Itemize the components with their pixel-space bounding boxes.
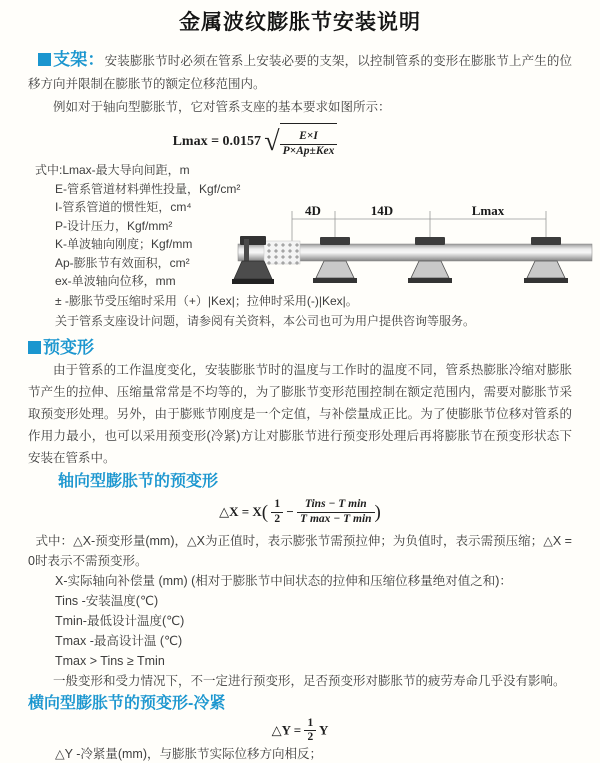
axial-formula-explanation: 式中：△X-预变形量(mm)，△X为正值时，表示膨张节需预拉伸；为负值时，表示需预压缩；△X = 0时表示不需预变形。 [28, 533, 572, 568]
def-line: E-管系管道材料弹性投量，Kgf/cm² [55, 181, 241, 196]
formula2-half-den: 2 [274, 513, 281, 526]
def-line: 式中:Lmax-最大导向间距，m [35, 163, 190, 177]
pipe-support-diagram [238, 198, 592, 298]
def-line-plusminus: ± -膨胀节受压缩时采用（+）|Kex|；拉伸时采用(-)|Kex|。 [55, 293, 358, 308]
axial-definitions [28, 571, 572, 671]
close-paren: ) [374, 501, 381, 523]
def-line: Ap-膨胀节有效面积，cm² [55, 255, 190, 270]
radical-icon: √ [264, 126, 280, 158]
def-line: Tmax -最高设计温 (℃) [55, 633, 183, 648]
def-line: Tmax > Tins ≥ Tmin [55, 653, 165, 668]
lateral-predeform-heading: 横向型膨胀节的预变形-冷紧 [28, 694, 226, 712]
def-line: X-实际轴向补偿量 (mm) (相对于膨胀节中间状态的拉伸和压缩位移量绝对值之和)： [55, 573, 512, 588]
minus-sign: − [286, 503, 294, 519]
support-example-text: 例如对于轴向型膨胀节，它对管系支座的基本要求如图所示： [53, 100, 391, 114]
predeform-heading: 预变形 [28, 336, 572, 359]
dim-label-4d: 4D [305, 203, 321, 218]
open-paren: ( [261, 501, 269, 523]
lateral-predeform-formula [28, 717, 572, 743]
def-line: K-单波轴向刚度；Kgf/mm [55, 237, 193, 251]
bellows-expansion-joint [264, 241, 300, 264]
section-square-icon [38, 53, 51, 66]
formula2-denominator: T max − T min [300, 513, 372, 526]
axial-predeform-formula [28, 495, 572, 529]
section-square-icon [28, 341, 41, 354]
pipe-diagram-svg [238, 198, 592, 298]
predeform-body-text: 由于管系的工作温度变化，安装膨胀节时的温度与工作时的温度不同，管系热膨胀冷缩对膨胀节产生的拉伸、压缩量常常是不均等的，为了膨胀节变形范围控制在额定范围内，需要对膨胀节采取预变形处理。另外，由于膨账节刚度是一个定值，与补偿量成正比。为了使膨胀节位移对管系的作用力最小，也可以采用预变形(冷紧)方让对膨胀节进行预变形处理后再将膨胀节在预变形状态下安装在管系中。 [28, 362, 572, 465]
support-heading: 支架： [38, 50, 105, 69]
support-intro-text: 安装膨胀节时必须在管系上安装必要的支架，以控制管系的变形在膨胀节上产生的位移方向并限制在膨胀节的额定位移范围内。 [28, 54, 573, 91]
axial-general-note: 一般变形和受力情况下，不一定进行预变形，足否预变形对膨胀节的疲劳寿命几乎没有影响。 [53, 673, 566, 688]
support-paragraph [28, 48, 572, 96]
formula1-denominator: P×Ap±Kex [282, 144, 335, 157]
formula2-half-num: 1 [271, 498, 283, 513]
dim-label-14d: 14D [370, 203, 394, 218]
def-line: Tmin-最低设计温度(℃) [55, 613, 185, 628]
page-title: 金属波纹膨胀节安装说明 [179, 11, 421, 34]
formula3-num: 1 [304, 717, 316, 732]
def-line: ex-单波轴向位移，mm [55, 274, 176, 288]
def-line: I-管系管道的惯性矩，cm⁴ [55, 200, 192, 214]
formula3-den: 2 [307, 731, 314, 744]
formula1-numerator: E×I [280, 130, 338, 145]
formula1-lhs: Lmax = 0.0157 [172, 134, 262, 149]
def-line: P-设计压力，Kgf/mm² [55, 218, 173, 233]
dim-label-lmax: Lmax [471, 203, 505, 218]
document-page [0, 10, 600, 761]
formula3-rhs: Y [318, 721, 329, 737]
formula2-lhs: △X = X [219, 503, 262, 519]
axial-predeform-heading: 轴向型膨胀节的预变形 [58, 472, 219, 490]
formula2-numerator: Tins − T min [297, 498, 375, 513]
lateral-note: △Y -冷紧量(mm)，与膨胀节实际位移方向相反； [55, 746, 323, 761]
support-consulting-note: 关于管系支座设计问题，请参阅有关资料，本公司也可为用户提供咨询等服务。 [55, 313, 476, 328]
formula3-lhs: △Y = [271, 721, 302, 737]
def-line: Tins -安装温度(℃) [55, 593, 159, 608]
guide-spacing-formula [28, 123, 572, 159]
